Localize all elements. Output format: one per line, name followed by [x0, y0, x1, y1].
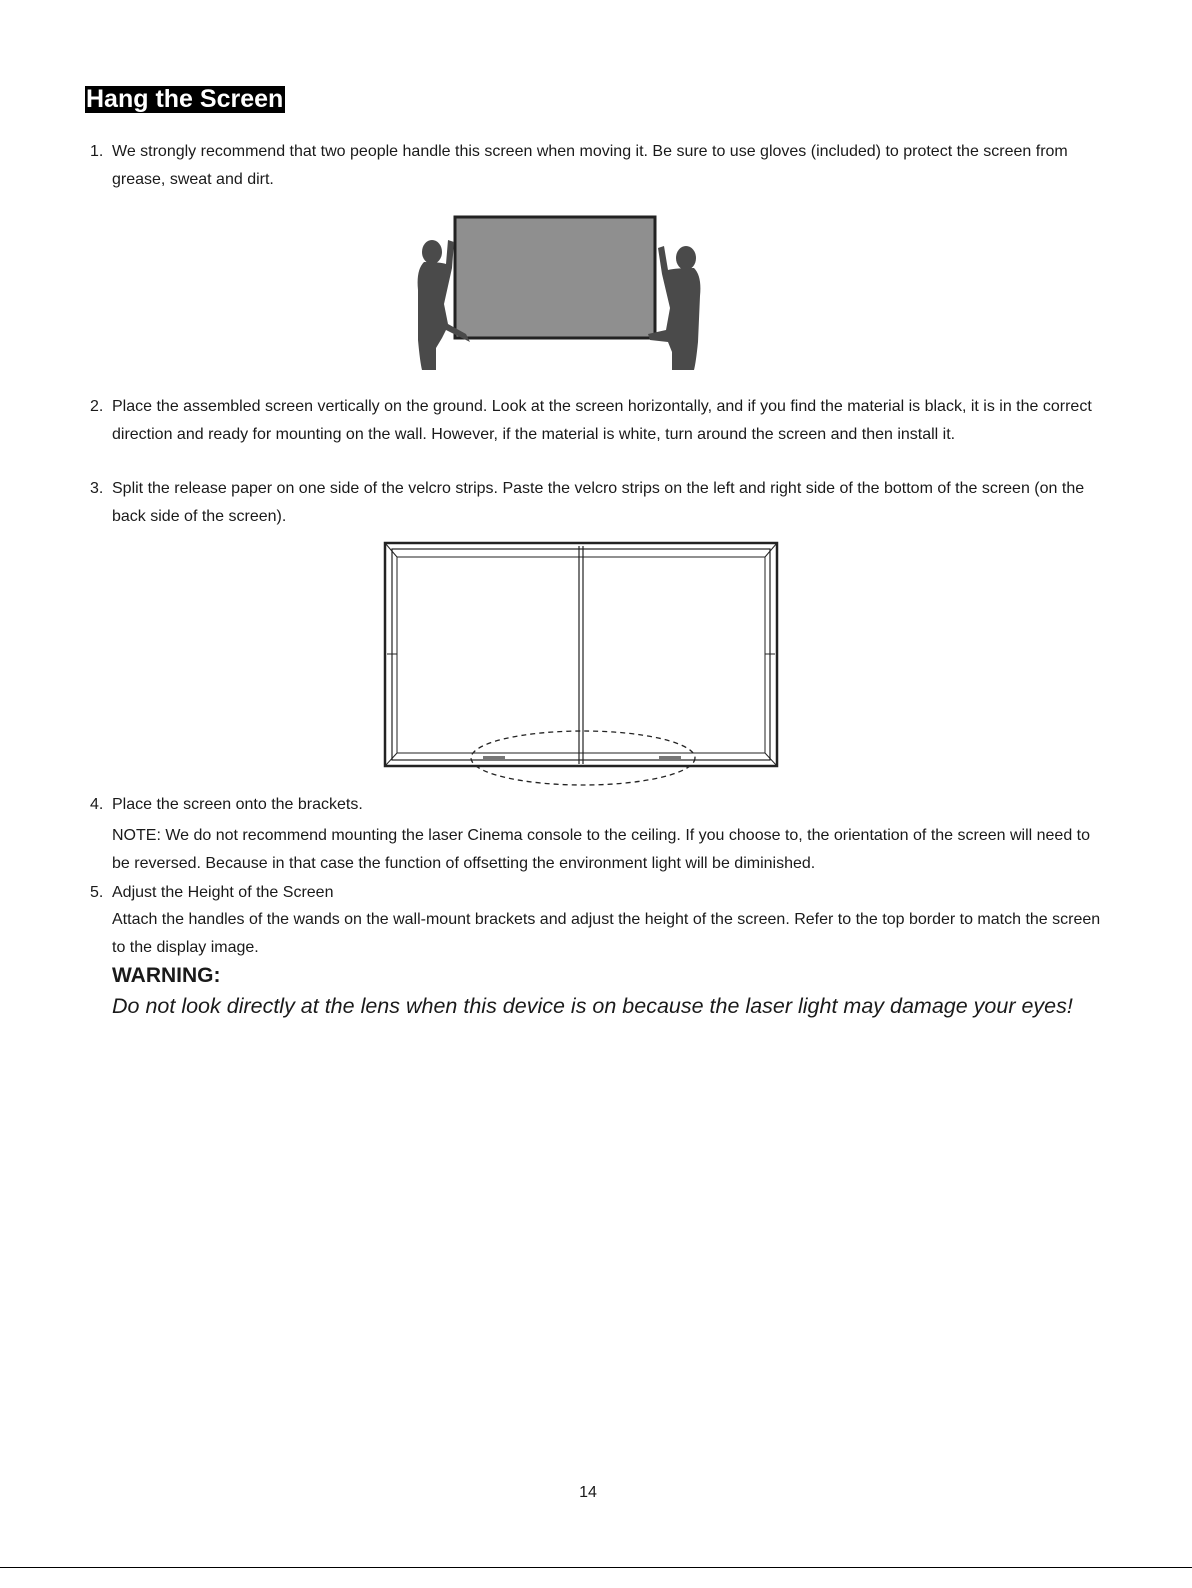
- velcro-strip-left: [483, 756, 505, 760]
- step-5-detail: Attach the handles of the wands on the wall-mount brackets and adjust the height of the screen. Refer to the top border to match the screen to the display image.: [112, 911, 1101, 956]
- step-number: 5.: [90, 884, 104, 901]
- page-heading: Hang the Screen: [86, 85, 284, 113]
- step-text: Place the assembled screen vertically on the ground. Look at the screen horizontally, and if you find the material is black, it is in the correct direction and ready for mounting on the wall. However, if the material is white, turn around the screen and then install it.: [112, 398, 1092, 443]
- step-text: Place the screen onto the brackets.: [112, 796, 363, 813]
- step-number: 2.: [90, 398, 104, 415]
- step-text: We strongly recommend that two people handle this screen when moving it. Be sure to use gloves (included) to protect the screen from grease, sweat and dirt.: [112, 143, 1068, 188]
- warning-title: WARNING:: [112, 964, 221, 987]
- outer-frame: [385, 543, 777, 766]
- step-number: 3.: [90, 480, 104, 497]
- bottom-rule: [0, 1567, 1192, 1568]
- step-4-note: NOTE: We do not recommend mounting the laser Cinema console to the ceiling. If you choose to, the orientation of the screen will need to be reversed. Because in that case the function of offsetting the environment light will be diminished.: [112, 827, 1091, 872]
- velcro-strip-right: [659, 756, 681, 760]
- two-people-carrying-screen-illustration: [410, 212, 715, 374]
- step-number: 4.: [90, 796, 104, 813]
- screen-panel: [455, 217, 655, 338]
- step-number: 1.: [90, 143, 104, 160]
- page-number: 14: [579, 1484, 597, 1501]
- screen-back-frame-diagram: [383, 540, 781, 790]
- warning-text: Do not look directly at the lens when this device is on because the laser light may damage your eyes!: [112, 994, 1073, 1018]
- step-text: Split the release paper on one side of the velcro strips. Paste the velcro strips on the left and right side of the bottom of the screen (on the back side of the screen).: [112, 480, 1085, 525]
- step-text: Adjust the Height of the Screen: [112, 884, 334, 901]
